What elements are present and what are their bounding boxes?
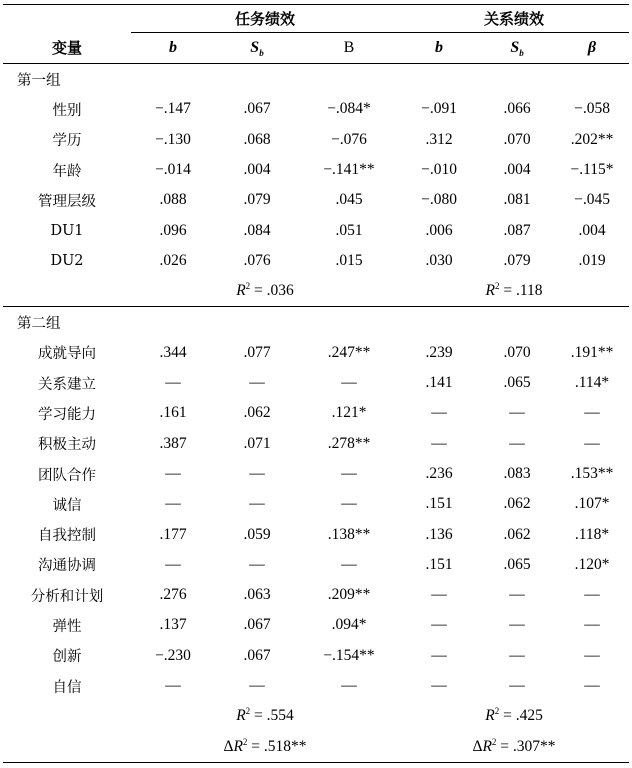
table-cell: .387 [159,434,187,452]
table-cell: — [431,586,447,604]
table-cell: .121* [331,404,367,422]
table-cell: — [165,374,181,392]
table-cell: .276 [159,586,187,604]
table-cell: .138** [327,525,371,543]
table-row [3,459,629,489]
row-label: 沟通协调 [38,558,96,575]
table-cell: — [584,616,600,634]
col-sb-task-sub: b [259,48,264,59]
row-label: 学历 [52,133,82,150]
table-cell: — [509,616,525,634]
group2-label-row [3,307,629,338]
table-row [3,580,629,610]
group1-summary [3,276,629,307]
table-cell: .065 [503,374,531,392]
table-cell: .081 [503,191,531,209]
table-cell: −.076 [331,130,367,148]
col-sb-task-s: S [250,39,260,56]
table-row [3,429,629,459]
group2-delta-r2-rel: $\Delta R^2 = .307**$ [472,736,556,755]
group2-delta-r2-row [3,732,629,762]
row-label: 管理层级 [38,193,96,210]
table-cell: .066 [503,100,531,118]
row-label: DU1 [50,222,84,239]
col-sb-rel-s: S [510,39,520,56]
table-cell: .015 [335,251,363,269]
group2-label: 第二组 [17,316,61,333]
table-cell: .107* [574,495,610,513]
regression-table [3,4,629,762]
table-cell: — [431,616,447,634]
table-cell: — [165,677,181,695]
table-cell: .136 [425,525,453,543]
table-cell: −.045 [574,191,610,209]
table-cell: — [584,646,600,664]
group2-r2-row [3,701,629,731]
table-row [3,519,629,549]
table-cell: — [165,465,181,482]
table-row [3,550,629,580]
table-row [3,398,629,428]
group2-delta-r2-task: $\Delta R^2 = .518**$ [223,736,307,755]
table-cell: −.084* [327,100,371,118]
row-label: 关系建立 [38,376,96,393]
row-label: 学习能力 [38,406,96,423]
table-cell: −.130 [155,130,191,148]
table-row [3,155,629,185]
table-cell: — [509,677,525,695]
table-cell: .070 [503,343,531,361]
table-cell: −.230 [155,646,191,664]
table-cell: — [584,677,600,695]
group2-body [3,307,629,701]
row-label: 诚信 [52,497,82,514]
table-cell: — [509,434,525,452]
col-b-rel: b [399,33,479,64]
table-bottom-rule [3,762,629,763]
group1-r2-task: $R^2 = .036$ [131,276,399,307]
group1-label: 第一组 [17,72,61,89]
table-cell: — [341,495,357,513]
table-cell: .120* [574,555,610,573]
table-row [3,94,629,124]
task-performance-header: 任务绩效 [131,4,399,33]
table-cell: — [509,404,525,422]
row-label: 积极主动 [38,437,96,454]
col-sb-rel-sub: b [519,48,524,59]
table-cell: .076 [243,251,271,269]
group1-body [3,64,629,277]
table-cell: .141 [425,374,453,392]
row-label: 自我控制 [38,528,96,545]
table-cell: .067 [243,616,271,634]
table-cell: .051 [335,221,363,239]
table-cell: .312 [425,130,453,148]
row-label: 团队合作 [38,467,96,484]
table-cell: .067 [243,646,271,664]
table-cell: .177 [159,525,187,543]
table-cell: .006 [425,221,453,239]
row-label: 性别 [52,102,82,119]
group-header-row [3,4,629,33]
table-cell: .236 [425,465,453,482]
table-row [3,671,629,701]
table-cell: .114* [574,374,610,392]
table-cell: −.014 [155,161,191,179]
table-cell: .026 [159,251,187,269]
table-cell: −.147 [155,100,191,118]
row-label: 弹性 [52,618,82,635]
table-cell: .088 [159,191,187,209]
table-cell: .059 [243,525,271,543]
table-cell: −.141** [323,161,375,179]
table-cell: .137 [159,616,187,634]
table-cell: .191** [570,343,614,361]
column-header-row [3,33,629,64]
table-cell: — [584,404,600,422]
table-cell: .161 [159,404,187,422]
table-cell: .004 [578,221,606,239]
table-cell: — [341,374,357,392]
table-cell: .030 [425,251,453,269]
table-cell: −.115* [570,161,614,179]
group1-r2-row [3,276,629,307]
table-cell: .083 [503,465,531,482]
table-cell: — [341,677,357,695]
table-cell: .118* [574,525,610,543]
table-row [3,215,629,245]
table-cell: −.010 [421,161,457,179]
table-cell: — [341,465,357,482]
table-row [3,368,629,398]
table-cell: .065 [503,555,531,573]
table-cell: −.058 [574,100,610,118]
table-cell: .094* [331,616,367,634]
row-label: 成就导向 [38,346,96,363]
col-sb-rel [479,33,555,64]
table-cell: — [431,677,447,695]
group1-r2-rel: $R^2 = .118$ [399,276,629,307]
table-cell: .019 [578,251,606,269]
table-cell: .209** [327,586,371,604]
table-cell: .062 [503,525,531,543]
table-cell: — [249,677,265,695]
table-cell: .151 [425,495,453,513]
table-row [3,125,629,155]
table-cell: — [341,555,357,573]
table-row [3,246,629,276]
table-cell: .063 [243,586,271,604]
group2-r2-rel: $R^2 = .425$ [485,706,543,725]
table-cell: — [584,586,600,604]
table-cell: .344 [159,343,187,361]
group-header-empty [3,4,131,33]
table-cell: .247** [327,343,371,361]
table-cell: — [165,495,181,513]
table-cell: — [431,646,447,664]
table-cell: .079 [503,251,531,269]
table-cell: .096 [159,221,187,239]
table-cell: .062 [243,404,271,422]
table-cell: .045 [335,191,363,209]
relation-performance-header: 关系绩效 [399,4,629,33]
row-label: 自信 [52,679,82,696]
table-cell: .070 [503,130,531,148]
col-b-task: b [131,33,215,64]
table-cell: .004 [243,161,271,179]
table-cell: — [249,495,265,513]
table-cell: −.154** [323,646,375,664]
row-label: 分析和计划 [30,588,104,605]
group1-label-row [3,64,629,95]
table-cell: .202** [570,130,614,148]
row-label: 创新 [52,649,82,666]
table-row [3,641,629,671]
table-cell: .067 [243,100,271,118]
row-label: 年龄 [52,163,82,180]
table-cell: −.091 [421,100,457,118]
table-cell: .278** [327,434,371,452]
table-cell: .071 [243,434,271,452]
table-row [3,489,629,519]
table-cell: .087 [503,221,531,239]
table-cell: .153** [570,465,614,482]
table-cell: — [431,404,447,422]
row-label: DU2 [50,252,84,269]
table-cell: .068 [243,130,271,148]
col-beta-task: B [299,33,399,64]
table-cell: — [249,374,265,392]
table-cell: — [431,434,447,452]
col-sb-task [215,33,299,64]
table-cell: .062 [503,495,531,513]
table-cell: — [165,555,181,573]
table-cell: .079 [243,191,271,209]
table-cell: — [249,555,265,573]
table-cell: — [509,586,525,604]
table-cell: .077 [243,343,271,361]
group2-summary [3,701,629,762]
table-cell: — [249,465,265,482]
table-cell: — [584,434,600,452]
table-cell: .004 [503,161,531,179]
variable-header: 变量 [3,33,131,64]
table-cell: .151 [425,555,453,573]
table-cell: .239 [425,343,453,361]
group2-r2-task: $R^2 = .554$ [236,706,294,725]
table-row [3,338,629,368]
table-row [3,185,629,215]
col-beta-rel: β [555,33,629,64]
table-cell: .084 [243,221,271,239]
table-row [3,610,629,640]
table-cell: −.080 [421,191,457,209]
table-cell: — [509,646,525,664]
